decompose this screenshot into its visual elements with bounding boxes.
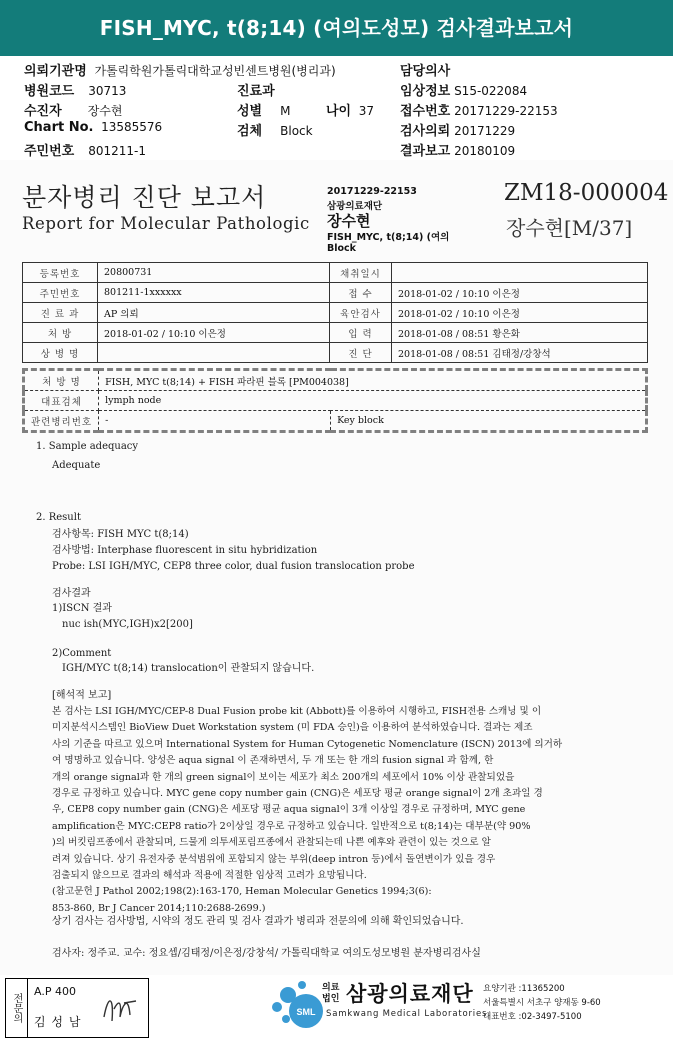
report-footer xyxy=(0,975,673,1040)
sml-logo-text: SML xyxy=(296,1007,316,1017)
interpretation-line: 사의 기준을 따르고 있으며 International System for Human Cytogenetic Nomenclature (ISCN) 2013에 의거하 xyxy=(52,738,563,750)
sample-adequacy-value: Adequate xyxy=(52,460,101,471)
interpretation-line: 여 명명하고 있습니다. 양성은 aqua signal 이 존재하면서, 두 개 또는 한 개의 fusion signal 과 함께, 한 xyxy=(52,755,494,767)
org-address: 서울특별시 서초구 양재동 9-60 xyxy=(483,998,601,1008)
table-row: 진 료 과 AP 의뢰 육안검사 2018-01-02 / 10:10 이은정 xyxy=(23,303,648,323)
department-row: 진료과 xyxy=(237,84,275,99)
comment-value: IGH/MYC t(8;14) translocation이 관찰되지 않습니다. xyxy=(62,663,315,674)
interpretation-line: amplification은 MYC:CEP8 ratio가 2이상일 경우로 규정하고 있습니다. 일반적으로 t(8;14)는 대부분(약 90% xyxy=(52,820,531,832)
case-patient: 장수현[M/37] xyxy=(506,216,633,240)
age-row: 나이 37 xyxy=(326,104,375,119)
table-row: 처 방 명 FISH, MYC t(8;14) + FISH 파라핀 블록 [PM004038] xyxy=(24,370,647,391)
doctor-row: 담당의사 xyxy=(400,64,451,79)
scan-title-english: Report for Molecular Pathologic xyxy=(22,214,310,233)
interpretation-line: )의 버킷림프종에서 관찰되며, 드물게 의투세포림프종에서 관찰되는데 나쁜 예후와 관련이 있는 것으로 알 xyxy=(52,837,491,849)
confirmation-statement: 상기 검사는 검사방법, 시약의 정도 관리 및 검사 결과가 병리과 전문의에 의해 확인되었습니다. xyxy=(52,916,464,927)
label-patient-name: 장수현 xyxy=(327,212,371,230)
institution-row: 의뢰기관명 가톨릭학원가톨릭대학교성빈센트병원(병리과) xyxy=(24,64,336,79)
specimen-row: 검체 Block xyxy=(237,124,313,139)
interpretation-line: 검출되지 않으므로 결과의 해석과 적용에 적절한 임상적 고려가 요망됩니다. xyxy=(52,870,367,882)
stamp-side-label: 전문의 xyxy=(11,993,22,1023)
request-date-row: 검사의뢰 20171229 xyxy=(400,124,516,139)
test-method: 검사방법: Interphase fluorescent in situ hybridization xyxy=(52,545,318,556)
signature-scribble xyxy=(100,987,140,1031)
iscn-title: 1)ISCN 결과 xyxy=(52,603,112,614)
table-row: 주민번호 801211-1xxxxxx 접 수 2018-01-02 / 10:10 이은정 xyxy=(23,283,648,303)
stamp-code: A.P 400 xyxy=(34,985,76,998)
scanned-report xyxy=(0,160,673,975)
org-english-name: Samkwang Medical Laboratories xyxy=(326,1009,488,1019)
resident-number-row: 주민번호 801211-1 xyxy=(24,144,147,159)
org-prefix: 의료 법인 xyxy=(322,983,340,1004)
interpretation-line: (참고문헌 J Pathol 2002;198(2):163-170, Heman Molecular Genetics 1994;3(6): xyxy=(52,886,432,898)
table-row: 처 방 2018-01-02 / 10:10 이은정 입 력 2018-01-08 / 08:51 황은화 xyxy=(23,323,648,343)
comment-title: 2)Comment xyxy=(52,648,112,659)
label-test-name: FISH_MYC, t(8;14) (여의 xyxy=(327,232,450,243)
interpretation-title: [해석적 보고] xyxy=(52,690,112,701)
interpretation-text xyxy=(52,704,562,917)
table-row: 상 병 명 진 단 2018-01-08 / 08:51 김태정/강창석 xyxy=(23,343,648,363)
interpretation-line: 미지분석시스템인 BioView Duet Workstation system (미 FDA 승인)을 이용하여 분석하였습니다. 결과는 제조 xyxy=(52,722,533,734)
receipt-number-row: 접수번호 20171229-22153 xyxy=(400,104,558,119)
interpretation-line: 개의 orange signal과 한 개의 green signal이 보이는 세포가 최소 200개의 세포에서 10% 이상 관찰되었을 xyxy=(52,771,515,783)
test-item: 검사항목: FISH MYC t(8;14) xyxy=(52,529,189,540)
table-row: 등록번호 20800731 채취일시 xyxy=(23,263,648,283)
patient-row: 수진자 장수현 xyxy=(24,104,123,119)
result-heading: 2. Result xyxy=(36,512,81,523)
sample-adequacy-heading: 1. Sample adequacy xyxy=(36,441,139,452)
report-banner-title: FISH_MYC, t(8;14) (여의도성모) 검사결과보고서 xyxy=(0,0,673,56)
interpretation-line: 우, CEP8 copy number gain (CNG)은 세포당 평균 aqua signal이 3개 이상일 경우로 규정하며, MYC gene xyxy=(52,804,526,816)
interpretation-line: 본 검사는 LSI IGH/MYC/CEP-8 Dual Fusion probe kit (Abbott)를 이용하여 시행하고, FISH전용 스캐닝 및 이 xyxy=(52,706,542,717)
pathologist-stamp xyxy=(27,978,149,1038)
result-title: 검사결과 xyxy=(52,588,91,599)
sml-logo-icon xyxy=(268,977,326,1033)
iscn-value: nuc ish(MYC,IGH)x2[200] xyxy=(62,619,193,630)
stamp-name: 김 성 남 xyxy=(34,1015,82,1029)
report-date-row: 결과보고 20180109 xyxy=(400,144,516,159)
hospital-code-row: 병원코드 30713 xyxy=(24,84,127,99)
interpretation-line: 853-860, Br J Cancer 2014;110:2688-2699.) xyxy=(52,902,266,914)
label-specimen: Block xyxy=(327,243,356,254)
probe-info: Probe: LSI IGH/MYC, CEP8 three color, dual fusion translocation probe xyxy=(52,561,415,572)
table-row: 관련병리번호 - Key block xyxy=(24,411,647,432)
sex-row: 성별 M xyxy=(237,104,291,119)
stamp-side-box xyxy=(5,978,28,1038)
table-row: 대표검체 lymph node xyxy=(24,391,647,411)
org-name: 삼광의료재단 xyxy=(346,982,474,1006)
registration-table xyxy=(22,262,648,363)
examiners: 검사자: 정주교. 교수: 정요셉/김태정/이은정/강창석/ 가톨릭대학교 여의도성모병원 분자병리검사실 xyxy=(52,948,481,959)
chart-number-row: Chart No. 13585576 xyxy=(24,120,163,135)
interpretation-line: 려져 있습니다. 상기 유전자중 분석범위에 포함되지 않는 부위(deep intron 등)에서 돌연변이가 있을 경우 xyxy=(52,853,496,865)
case-number: ZM18-000004 xyxy=(504,180,669,206)
clinical-info-row: 임상정보 S15-022084 xyxy=(400,84,528,99)
scan-title-korean: 분자병리 진단 보고서 xyxy=(22,183,267,212)
interpretation-line: 경우로 규정하고 있습니다. MYC gene copy number gain (CNG)은 세포당 평균 orange signal이 2개 초과일 경 xyxy=(52,788,543,800)
order-table xyxy=(22,368,648,433)
org-phone: 대표번호 :02-3497-5100 xyxy=(483,1012,582,1022)
label-organization: 삼광의료재단 xyxy=(327,201,383,212)
care-institution-number: 요양기관 :11365200 xyxy=(483,984,565,994)
label-receipt-number: 20171229-22153 xyxy=(327,186,417,197)
